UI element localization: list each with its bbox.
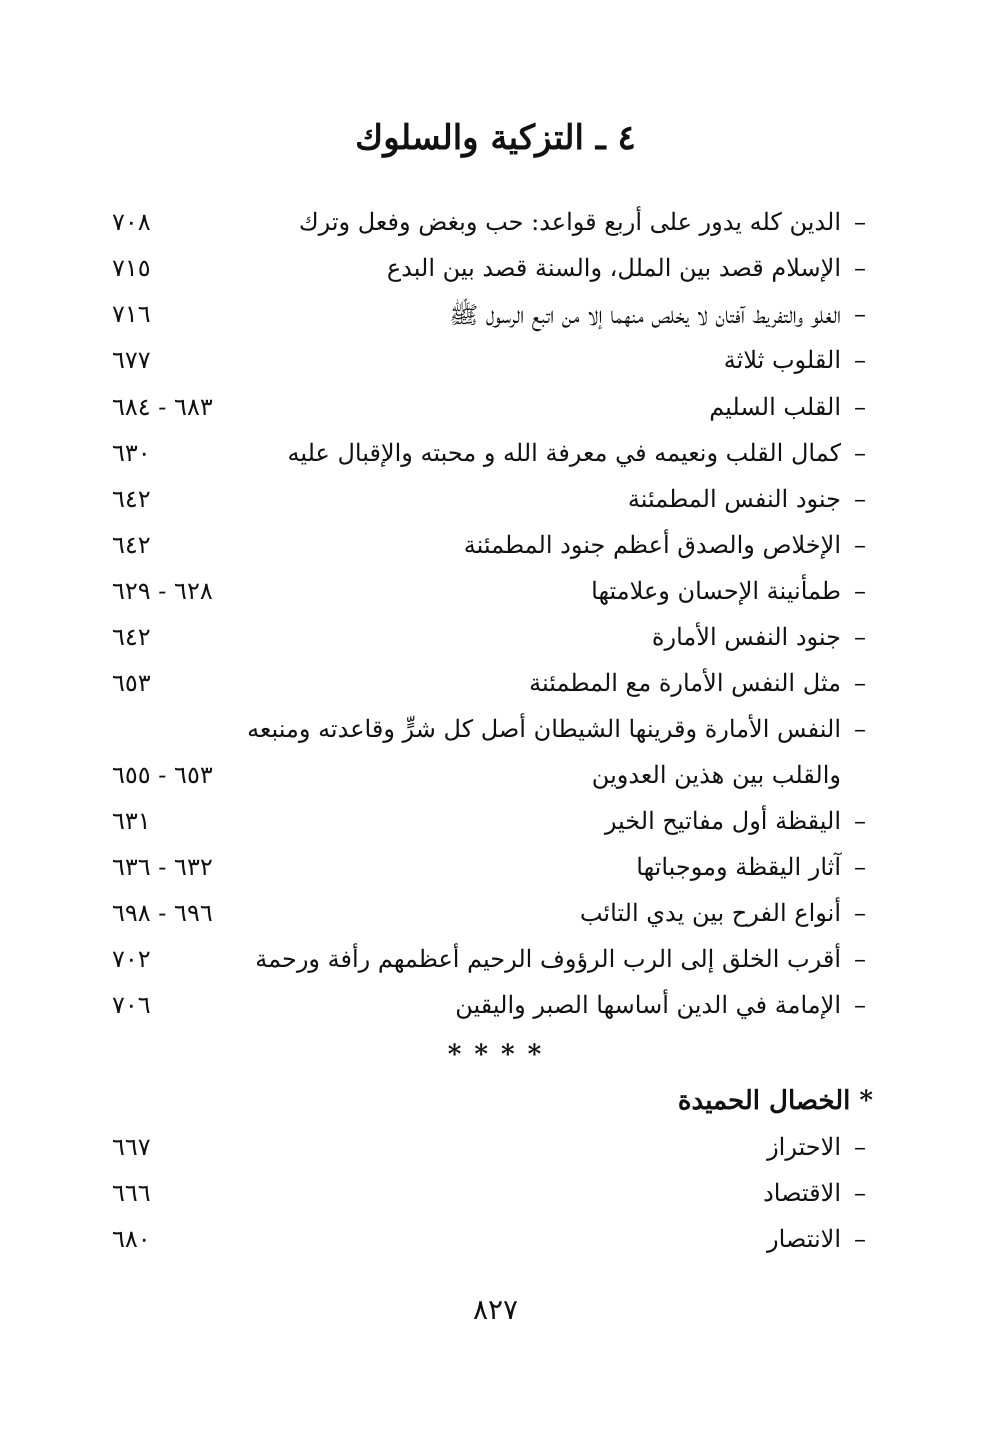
entry-dash: – [854, 853, 866, 881]
entry-text: الإخلاص والصدق أعظم جنود المطمئنة [463, 531, 841, 559]
entry-text: اليقظة أول مفاتيح الخير [604, 807, 841, 835]
entry-text: جنود النفس الأمارة [651, 623, 841, 651]
entry-page: ٦٨٣ - ٦٨٤ [112, 393, 213, 421]
entry-dash: – [854, 1179, 866, 1207]
entry-dash: – [854, 991, 866, 1019]
entry-dash: – [854, 715, 866, 743]
entry-text: القلب السليم [709, 393, 841, 421]
entry-page: ٦٣٠ [112, 439, 151, 467]
entry-text: مثل النفس الأمارة مع المطمئنة [529, 669, 841, 697]
index-entry [100, 991, 875, 1035]
index-entry [100, 439, 875, 483]
entry-page: ٦٦٧ [112, 1133, 151, 1161]
index-entry [100, 393, 875, 437]
index-entry [100, 853, 875, 897]
entry-text: الإسلام قصد بين الملل، والسنة قصد بين البدع [386, 254, 841, 282]
index-entry [100, 1179, 875, 1223]
index-entry [100, 715, 875, 759]
entry-dash: – [854, 439, 866, 467]
entry-text: كمال القلب ونعيمه في معرفة الله و محبته والإقبال عليه [287, 439, 841, 467]
entry-dash: – [854, 346, 866, 374]
entry-text: الاقتصاد [763, 1179, 841, 1207]
index-entry [100, 254, 875, 298]
entry-text: آثار اليقظة وموجباتها [636, 853, 841, 881]
entry-page: ٦٢٨ - ٦٢٩ [112, 577, 213, 605]
index-entry [100, 1225, 875, 1269]
entry-page: ٦٩٦ - ٦٩٨ [112, 899, 213, 927]
entry-dash: – [854, 485, 866, 513]
index-entry [100, 577, 875, 621]
entry-text: الغلو والتفريط آفتان لا يخلص منهما إلا من اتبع الرسول ﷺ [449, 301, 841, 329]
entry-dash: – [854, 807, 866, 835]
entry-text: النفس الأمارة وقرينها الشيطان أصل كل شرٍّ وقاعدته ومنبعه [247, 715, 841, 743]
entry-page: ٦٤٢ [112, 623, 151, 651]
entry-dash: – [854, 393, 866, 421]
entry-page: ٦٣٢ - ٦٣٦ [112, 853, 213, 881]
index-entry [100, 346, 875, 390]
entry-page: ٧٠٢ [112, 945, 151, 973]
index-entry [100, 531, 875, 575]
entry-page: ٦٧٧ [112, 346, 151, 374]
entry-dash: – [854, 669, 866, 697]
entry-dash: – [854, 1133, 866, 1161]
page-number: ٨٢٧ [472, 1293, 519, 1326]
entry-dash: – [854, 300, 866, 328]
entry-page: ٦٤٢ [112, 485, 151, 513]
entry-page: ٦٤٢ [112, 531, 151, 559]
index-entry [100, 208, 875, 252]
entry-dash: – [854, 531, 866, 559]
entry-dash: – [854, 623, 866, 651]
entry-dash: – [854, 1225, 866, 1253]
entry-dash: – [854, 577, 866, 605]
entry-text-continuation: والقلب بين هذين العدوين [591, 761, 841, 789]
entry-text: جنود النفس المطمئنة [627, 485, 841, 513]
index-entry [100, 807, 875, 851]
entry-dash: – [854, 899, 866, 927]
index-entry-continuation [100, 761, 875, 805]
entry-page: ٧١٦ [112, 300, 151, 328]
entry-text: الانتصار [767, 1225, 841, 1253]
entry-page: ٧٠٦ [112, 991, 151, 1019]
index-entry [100, 899, 875, 943]
subsection-heading: * الخصال الحميدة [677, 1086, 873, 1116]
entry-page: ٦٥٣ [112, 669, 151, 697]
entry-text: الاحتراز [767, 1133, 841, 1161]
entry-page: ٦٦٦ [112, 1179, 151, 1207]
entry-page: ٧١٥ [112, 254, 151, 282]
index-entry [100, 669, 875, 713]
index-entry [100, 1133, 875, 1177]
entry-dash: – [854, 254, 866, 282]
entry-text: أقرب الخلق إلى الرب الرؤوف الرحيم أعظمهم رأفة ورحمة [255, 945, 841, 973]
entry-text: الإمامة في الدين أساسها الصبر واليقين [455, 991, 841, 1019]
index-entry [100, 945, 875, 989]
entry-text: طمأنينة الإحسان وعلامتها [591, 577, 841, 605]
entry-page: ٧٠٨ [112, 208, 151, 236]
entry-dash: – [854, 208, 866, 236]
entry-text: القلوب ثلاثة [723, 346, 841, 374]
entry-text: أنواع الفرح بين يدي التائب [579, 899, 841, 927]
index-entry [100, 623, 875, 667]
entry-text: الدين كله يدور على أربع قواعد: حب وبغض وفعل وترك [298, 208, 841, 236]
section-title: ٤ ـ التزكية والسلوك [355, 118, 636, 158]
entry-page: ٦٣١ [112, 807, 151, 835]
entry-page: ٦٨٠ [112, 1225, 151, 1253]
index-entry [100, 485, 875, 529]
section-separator: * * * * [447, 1040, 544, 1070]
entry-page: ٦٥٣ - ٦٥٥ [112, 761, 213, 789]
entry-dash: – [854, 945, 866, 973]
index-entry [100, 300, 875, 344]
